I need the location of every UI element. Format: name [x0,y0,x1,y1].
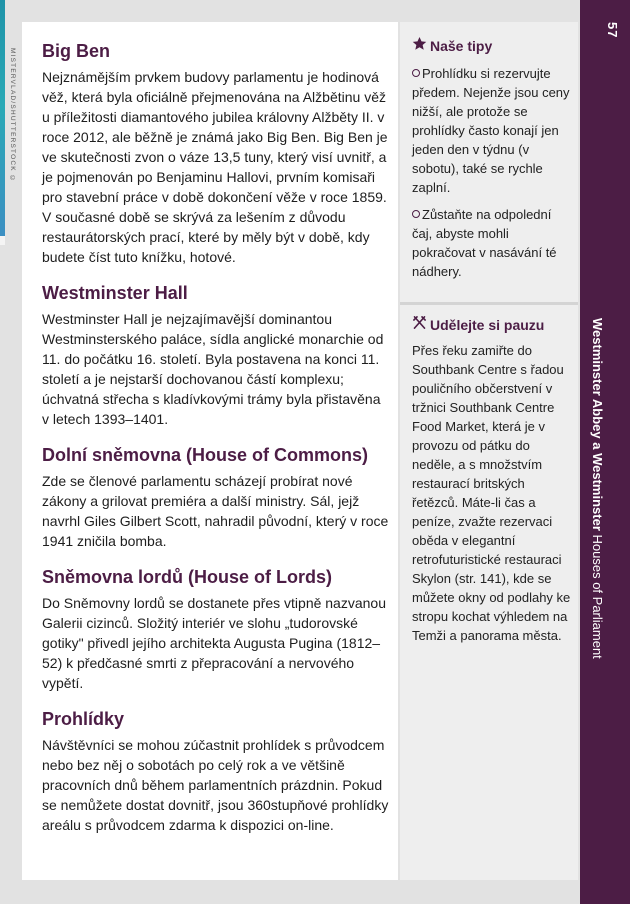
photo-edge-border [0,236,5,245]
break-title-text: Udělejte si pauzu [430,317,545,333]
bullet-icon [412,210,420,218]
star-icon [412,36,430,56]
chapter-label [588,318,606,659]
section-house-of-lords [42,566,390,693]
section-text: Do Sněmovny lordů se dostanete přes vtipně nazvanou Galerii cizinců. Složitý interiér ve slohu „tudorovské gotiky" přivedl jejího architekta Augusta Pugina (1812–52) k předčasné smrti z přepracování a nervového vypětí. [42,595,386,691]
tip-text: Zůstaňte na odpolední čaj, abyste mohli pokračovat v nasávání té nádhery. [412,207,557,279]
section-house-of-commons [42,444,390,551]
chapter-subtitle: Houses of Parliament [590,534,605,659]
section-tours [42,708,390,835]
tips-title-text: Naše tipy [430,38,493,54]
tip-item [412,64,572,197]
tips-title [412,36,572,56]
section-big-ben [42,40,390,267]
break-box [412,315,572,645]
sidebar [400,22,578,880]
bullet-icon [412,69,420,77]
break-title [412,315,572,335]
tips-box [412,36,572,281]
break-text: Přes řeku zamiřte do Southbank Centre s řadou pouličního občerstvení v tržnici Southbank Centre Food Market, která je v provozu od pátku do neděle, a s množstvím restaurací britských řetězců. Máte-li čas a peníze, zvažte rezervaci oběda v elegantní retrofuturistické restauraci Skylon (str. 141), kde se můžete okny od podlahy ke stropu kochat výhledem na Temži a panorama města. [412,343,571,643]
sidebar-divider [400,302,578,305]
main-column [22,22,398,880]
section-text: Návštěvníci se mohou zúčastnit prohlídek s průvodcem nebo bez něj o sobotách po celý rok a ve většině pracovních dnů během parlamentních prázdnin. Pokud se nemůžete dostat dovnitř, jsou 360stupňové prohlídky areálu s průvodcem zdarma k dispozici on-line. [42,737,389,833]
section-westminster-hall [42,282,390,429]
tip-text: Prohlídku si rezervujte předem. Nejenže jsou ceny nižší, ale protože se prohlídky často konají jen jeden den v týdnu (v sobotu), také se rychle zaplní. [412,66,570,195]
section-text: Westminster Hall je nejzajímavější dominantou Westminsterského paláce, sídla anglické monarchie od 11. do počátku 16. století. Byla postavena na konci 11. století a je nejstarší dochovanou částí komplexu; úchvatná střecha s kladívkovými trámy byla přistavěna v letech 1393–1401. [42,311,384,427]
tip-item [412,205,572,281]
photo-credit: MISTERVLAD/SHUTTERSTOCK © [9,48,16,183]
section-text: Zde se členové parlamentu scházejí probírat nové zákony a grilovat premiéra a další ministry. Sál, jejž navrhl Giles Gilbert Scott, nahradil původní, který v roce 1941 zničila bomba. [42,473,389,549]
section-heading: Sněmovna lordů (House of Lords) [42,567,333,587]
section-heading: Big Ben [42,41,111,61]
photo-edge [0,0,5,236]
section-heading: Prohlídky [42,709,125,729]
section-text: Nejznámějším prvkem budovy parlamentu je hodinová věž, která byla oficiálně přejmenována na Alžbětinu věž u příležitosti diamantového jubilea královny Alžběty II. v roce 2012, ale běžně je známá jako Big Ben. Big Ben je ve skutečnosti zvon o váze 13,5 tuny, který visí uvnitř, a je pojmenován po Benjaminu Hallovi, prvním komisaři pro stavební práce v době dokončení věže v roce 1859. V současné době se skrývá za lešením z důvodu restaurátorských prací, které by měly být v době, kdy budete číst tuto knížku, hotové. [42,69,388,265]
chapter-title: Westminster Abbey a Westminster [590,318,605,531]
section-heading: Westminster Hall [42,283,188,303]
cutlery-icon [412,315,430,335]
section-heading: Dolní sněmovna (House of Commons) [42,445,369,465]
page-number: 57 [605,22,620,39]
